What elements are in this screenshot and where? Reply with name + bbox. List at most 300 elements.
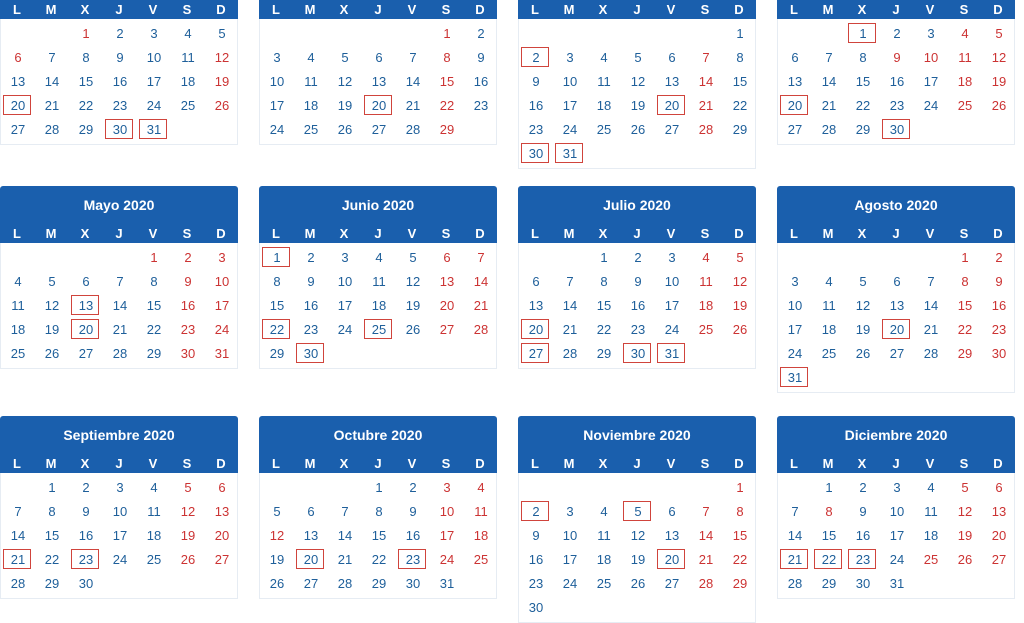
day-cell: 29 <box>146 346 162 361</box>
month-days <box>259 473 497 599</box>
day-cell: 28 <box>10 576 26 591</box>
weekday-label: M <box>45 226 57 241</box>
day-cell: 29 <box>439 122 455 137</box>
day-cell: 11 <box>304 74 318 89</box>
day-cell: 27 <box>664 576 680 591</box>
day-cell-highlighted: 30 <box>880 118 914 142</box>
day-cell: 4 <box>375 250 383 265</box>
day-cell: 27 <box>371 122 387 137</box>
day-cell: 29 <box>957 346 973 361</box>
day-cell-highlighted: 22 <box>812 548 846 572</box>
day-cell: 19 <box>337 98 353 113</box>
day-cell-highlighted: 2 <box>519 46 553 70</box>
day-cell: 27 <box>303 576 319 591</box>
day-cell: 31 <box>439 576 455 591</box>
weekday-label: J <box>374 2 382 17</box>
day-cell: 29 <box>596 346 612 361</box>
day-cell: 15 <box>596 298 612 313</box>
weekday-label: V <box>407 226 417 241</box>
day-cell: 14 <box>337 528 353 543</box>
day-cell-highlighted: 21 <box>778 548 812 572</box>
day-cell: 29 <box>371 576 387 591</box>
day-cell: 28 <box>337 576 353 591</box>
day-cell: 19 <box>855 322 871 337</box>
day-cell: 7 <box>927 274 935 289</box>
day-cell-highlighted: 1 <box>260 246 294 270</box>
day-cell: 22 <box>439 98 455 113</box>
weekday-label: M <box>45 2 57 17</box>
day-cell: 16 <box>112 74 128 89</box>
weekday-header <box>518 0 756 19</box>
day-cell: 16 <box>78 528 94 543</box>
day-cell: 19 <box>180 528 196 543</box>
day-cell: 25 <box>303 122 319 137</box>
weekday-label: D <box>475 2 485 17</box>
weekday-label: V <box>925 226 935 241</box>
day-cell: 2 <box>409 480 417 495</box>
day-cell: 6 <box>14 50 22 65</box>
weekday-label: X <box>857 456 867 471</box>
day-cell-highlighted: 20 <box>655 94 689 118</box>
day-cell: 12 <box>732 274 748 289</box>
weekday-label: M <box>304 2 316 17</box>
day-cell: 15 <box>78 74 94 89</box>
day-cell: 29 <box>732 122 748 137</box>
day-cell: 9 <box>532 74 540 89</box>
month-days <box>518 19 756 169</box>
weekday-label: S <box>959 226 969 241</box>
weekday-label: S <box>182 226 192 241</box>
day-cell: 7 <box>14 504 22 519</box>
day-cell: 4 <box>927 480 935 495</box>
day-cell: 10 <box>664 274 680 289</box>
day-cell: 14 <box>10 528 26 543</box>
day-cell: 2 <box>116 26 124 41</box>
day-cell: 9 <box>995 274 1003 289</box>
weekday-label: J <box>892 2 900 17</box>
day-cell: 28 <box>787 576 803 591</box>
day-cell: 17 <box>787 322 803 337</box>
weekday-label: X <box>80 226 90 241</box>
day-cell: 1 <box>375 480 383 495</box>
weekday-header <box>0 454 238 473</box>
day-cell: 29 <box>44 576 60 591</box>
day-cell: 11 <box>597 528 611 543</box>
day-cell: 24 <box>337 322 353 337</box>
weekday-label: S <box>700 226 710 241</box>
day-cell-highlighted: 31 <box>553 142 587 166</box>
weekday-label: V <box>148 226 158 241</box>
weekday-label: L <box>531 456 539 471</box>
day-cell: 24 <box>664 322 680 337</box>
day-cell: 12 <box>991 50 1007 65</box>
day-cell: 9 <box>82 504 90 519</box>
weekday-label: J <box>374 456 382 471</box>
weekday-label: X <box>339 2 349 17</box>
day-cell: 6 <box>791 50 799 65</box>
weekday-label: D <box>993 2 1003 17</box>
day-cell: 2 <box>634 250 642 265</box>
day-cell: 7 <box>409 50 417 65</box>
day-cell: 17 <box>562 98 578 113</box>
day-cell: 8 <box>961 274 969 289</box>
month-title: Julio 2020 <box>518 186 756 224</box>
day-cell: 13 <box>889 298 905 313</box>
day-cell: 7 <box>341 504 349 519</box>
weekday-label: X <box>80 456 90 471</box>
day-cell: 12 <box>957 504 973 519</box>
day-cell: 22 <box>596 322 612 337</box>
day-cell: 28 <box>405 122 421 137</box>
day-cell: 7 <box>825 50 833 65</box>
day-cell-highlighted: 20 <box>1 94 35 118</box>
day-cell: 8 <box>825 504 833 519</box>
day-cell: 29 <box>732 576 748 591</box>
day-cell: 22 <box>371 552 387 567</box>
day-cell: 19 <box>44 322 60 337</box>
day-cell: 5 <box>736 250 744 265</box>
weekday-label: L <box>790 2 798 17</box>
day-cell-highlighted: 31 <box>655 342 689 366</box>
weekday-header <box>518 454 756 473</box>
day-cell: 17 <box>562 552 578 567</box>
day-cell: 24 <box>112 552 128 567</box>
weekday-label: M <box>45 456 57 471</box>
weekday-label: X <box>598 2 608 17</box>
day-cell: 17 <box>889 528 905 543</box>
day-cell: 1 <box>825 480 833 495</box>
weekday-label: D <box>734 2 744 17</box>
day-cell: 20 <box>991 528 1007 543</box>
day-cell: 6 <box>82 274 90 289</box>
day-cell: 7 <box>702 50 710 65</box>
weekday-label: J <box>633 456 641 471</box>
day-cell: 26 <box>855 346 871 361</box>
day-cell: 11 <box>372 274 386 289</box>
day-cell: 24 <box>787 346 803 361</box>
day-cell: 18 <box>371 298 387 313</box>
weekday-label: L <box>13 2 21 17</box>
day-cell: 26 <box>405 322 421 337</box>
day-cell: 22 <box>855 98 871 113</box>
day-cell: 21 <box>473 298 489 313</box>
day-cell: 1 <box>961 250 969 265</box>
day-cell: 24 <box>923 98 939 113</box>
day-cell: 28 <box>923 346 939 361</box>
day-cell: 30 <box>78 576 94 591</box>
day-cell-highlighted: 23 <box>396 548 430 572</box>
day-cell: 29 <box>855 122 871 137</box>
day-cell: 5 <box>48 274 56 289</box>
day-cell: 10 <box>269 74 285 89</box>
day-cell: 16 <box>528 98 544 113</box>
day-cell: 27 <box>991 552 1007 567</box>
day-cell: 23 <box>889 98 905 113</box>
day-cell: 5 <box>184 480 192 495</box>
weekday-label: V <box>925 2 935 17</box>
day-cell: 6 <box>668 504 676 519</box>
weekday-label: D <box>993 226 1003 241</box>
day-cell: 24 <box>214 322 230 337</box>
weekday-label: S <box>700 2 710 17</box>
day-cell: 10 <box>889 504 905 519</box>
day-cell: 29 <box>78 122 94 137</box>
day-cell: 3 <box>341 250 349 265</box>
weekday-label: J <box>633 2 641 17</box>
day-cell: 21 <box>112 322 128 337</box>
day-cell: 21 <box>698 98 714 113</box>
day-cell: 6 <box>443 250 451 265</box>
day-cell: 28 <box>821 122 837 137</box>
weekday-label: X <box>857 2 867 17</box>
day-cell: 11 <box>474 504 488 519</box>
day-cell: 18 <box>596 552 612 567</box>
day-cell: 22 <box>957 322 973 337</box>
day-cell: 6 <box>218 480 226 495</box>
weekday-label: D <box>216 226 226 241</box>
day-cell: 9 <box>634 274 642 289</box>
day-cell: 31 <box>889 576 905 591</box>
weekday-label: D <box>993 456 1003 471</box>
weekday-label: M <box>563 226 575 241</box>
day-cell: 22 <box>78 98 94 113</box>
day-cell: 25 <box>923 552 939 567</box>
month-days <box>777 19 1015 145</box>
day-cell-highlighted: 21 <box>1 548 35 572</box>
day-cell: 16 <box>889 74 905 89</box>
day-cell: 8 <box>736 50 744 65</box>
day-cell: 8 <box>82 50 90 65</box>
day-cell: 5 <box>409 250 417 265</box>
day-cell: 12 <box>269 528 285 543</box>
weekday-label: S <box>959 2 969 17</box>
day-cell: 26 <box>180 552 196 567</box>
day-cell: 5 <box>995 26 1003 41</box>
day-cell: 13 <box>439 274 455 289</box>
day-cell: 28 <box>473 322 489 337</box>
weekday-label: S <box>182 2 192 17</box>
weekday-header <box>777 0 1015 19</box>
day-cell: 12 <box>214 50 230 65</box>
day-cell: 14 <box>405 74 421 89</box>
day-cell: 1 <box>48 480 56 495</box>
weekday-label: D <box>216 456 226 471</box>
day-cell: 19 <box>732 298 748 313</box>
day-cell: 28 <box>562 346 578 361</box>
day-cell: 15 <box>371 528 387 543</box>
day-cell: 8 <box>48 504 56 519</box>
day-cell: 3 <box>893 480 901 495</box>
day-cell: 25 <box>596 576 612 591</box>
day-cell: 24 <box>562 122 578 137</box>
day-cell: 16 <box>528 552 544 567</box>
day-cell: 2 <box>893 26 901 41</box>
weekday-header <box>518 224 756 243</box>
day-cell: 14 <box>698 74 714 89</box>
month-days <box>259 243 497 369</box>
day-cell: 17 <box>214 298 230 313</box>
day-cell: 6 <box>995 480 1003 495</box>
day-cell: 2 <box>477 26 485 41</box>
day-cell-highlighted: 20 <box>362 94 396 118</box>
day-cell-highlighted: 27 <box>519 342 553 366</box>
day-cell: 25 <box>698 322 714 337</box>
weekday-label: D <box>475 226 485 241</box>
weekday-label: V <box>666 226 676 241</box>
day-cell: 8 <box>736 504 744 519</box>
day-cell: 13 <box>303 528 319 543</box>
day-cell: 28 <box>698 576 714 591</box>
day-cell: 14 <box>787 528 803 543</box>
weekday-label: S <box>700 456 710 471</box>
day-cell-highlighted: 20 <box>294 548 328 572</box>
weekday-label: X <box>598 456 608 471</box>
month-days <box>777 243 1015 393</box>
day-cell: 26 <box>732 322 748 337</box>
day-cell: 1 <box>736 480 744 495</box>
day-cell: 26 <box>630 122 646 137</box>
day-cell: 16 <box>180 298 196 313</box>
day-cell: 14 <box>923 298 939 313</box>
weekday-label: M <box>822 2 834 17</box>
day-cell: 27 <box>664 122 680 137</box>
month-days <box>0 473 238 599</box>
day-cell: 28 <box>698 122 714 137</box>
weekday-label: X <box>598 226 608 241</box>
day-cell: 10 <box>787 298 803 313</box>
weekday-label: S <box>959 456 969 471</box>
weekday-label: M <box>304 226 316 241</box>
day-cell: 25 <box>146 552 162 567</box>
day-cell: 8 <box>273 274 281 289</box>
day-cell: 1 <box>600 250 608 265</box>
weekday-label: X <box>857 226 867 241</box>
day-cell: 26 <box>957 552 973 567</box>
day-cell: 22 <box>732 98 748 113</box>
weekday-label: V <box>666 2 676 17</box>
day-cell: 10 <box>562 528 578 543</box>
day-cell: 18 <box>303 98 319 113</box>
day-cell-highlighted: 2 <box>519 500 553 524</box>
day-cell: 15 <box>269 298 285 313</box>
day-cell: 13 <box>10 74 26 89</box>
day-cell: 13 <box>664 528 680 543</box>
day-cell: 8 <box>375 504 383 519</box>
day-cell: 12 <box>180 504 196 519</box>
day-cell: 22 <box>146 322 162 337</box>
day-cell: 10 <box>214 274 230 289</box>
day-cell: 18 <box>821 322 837 337</box>
day-cell: 14 <box>562 298 578 313</box>
day-cell: 12 <box>855 298 871 313</box>
day-cell: 16 <box>630 298 646 313</box>
day-cell: 20 <box>439 298 455 313</box>
day-cell: 16 <box>405 528 421 543</box>
weekday-label: V <box>666 456 676 471</box>
day-cell: 9 <box>893 50 901 65</box>
day-cell: 31 <box>214 346 230 361</box>
day-cell: 30 <box>180 346 196 361</box>
day-cell: 7 <box>566 274 574 289</box>
day-cell: 27 <box>214 552 230 567</box>
day-cell: 8 <box>443 50 451 65</box>
month-days <box>0 243 238 369</box>
day-cell: 3 <box>273 50 281 65</box>
day-cell: 23 <box>473 98 489 113</box>
day-cell: 2 <box>859 480 867 495</box>
weekday-label: V <box>148 2 158 17</box>
day-cell: 24 <box>269 122 285 137</box>
weekday-label: L <box>13 226 21 241</box>
day-cell: 3 <box>116 480 124 495</box>
day-cell: 3 <box>443 480 451 495</box>
day-cell: 10 <box>439 504 455 519</box>
month-title: Noviembre 2020 <box>518 416 756 454</box>
day-cell: 19 <box>991 74 1007 89</box>
day-cell: 5 <box>218 26 226 41</box>
day-cell: 27 <box>78 346 94 361</box>
day-cell: 11 <box>181 50 195 65</box>
day-cell: 13 <box>214 504 230 519</box>
day-cell: 4 <box>14 274 22 289</box>
day-cell-highlighted: 20 <box>69 318 103 342</box>
day-cell: 15 <box>732 74 748 89</box>
day-cell-highlighted: 20 <box>655 548 689 572</box>
month-title: Diciembre 2020 <box>777 416 1015 454</box>
day-cell: 21 <box>698 552 714 567</box>
month-days <box>777 473 1015 599</box>
day-cell: 24 <box>562 576 578 591</box>
day-cell: 21 <box>44 98 60 113</box>
day-cell: 7 <box>48 50 56 65</box>
day-cell: 25 <box>473 552 489 567</box>
day-cell: 17 <box>664 298 680 313</box>
day-cell-highlighted: 31 <box>137 118 171 142</box>
weekday-label: L <box>531 2 539 17</box>
day-cell: 17 <box>923 74 939 89</box>
weekday-header <box>0 0 238 19</box>
day-cell: 3 <box>927 26 935 41</box>
day-cell: 25 <box>821 346 837 361</box>
weekday-header <box>259 0 497 19</box>
day-cell: 5 <box>859 274 867 289</box>
day-cell: 15 <box>957 298 973 313</box>
weekday-label: J <box>115 226 123 241</box>
day-cell-highlighted: 13 <box>69 294 103 318</box>
day-cell: 11 <box>958 50 972 65</box>
weekday-label: L <box>790 456 798 471</box>
day-cell: 12 <box>405 274 421 289</box>
day-cell: 19 <box>269 552 285 567</box>
day-cell: 2 <box>184 250 192 265</box>
day-cell: 10 <box>562 74 578 89</box>
day-cell: 27 <box>439 322 455 337</box>
day-cell: 15 <box>732 528 748 543</box>
day-cell-highlighted: 1 <box>846 22 880 46</box>
day-cell: 8 <box>150 274 158 289</box>
weekday-label: X <box>339 456 349 471</box>
day-cell: 13 <box>664 74 680 89</box>
day-cell: 4 <box>477 480 485 495</box>
weekday-label: D <box>734 456 744 471</box>
day-cell-highlighted: 22 <box>260 318 294 342</box>
weekday-label: V <box>407 456 417 471</box>
weekday-label: X <box>339 226 349 241</box>
day-cell: 15 <box>439 74 455 89</box>
day-cell: 18 <box>923 528 939 543</box>
month-title: Agosto 2020 <box>777 186 1015 224</box>
weekday-label: M <box>304 456 316 471</box>
